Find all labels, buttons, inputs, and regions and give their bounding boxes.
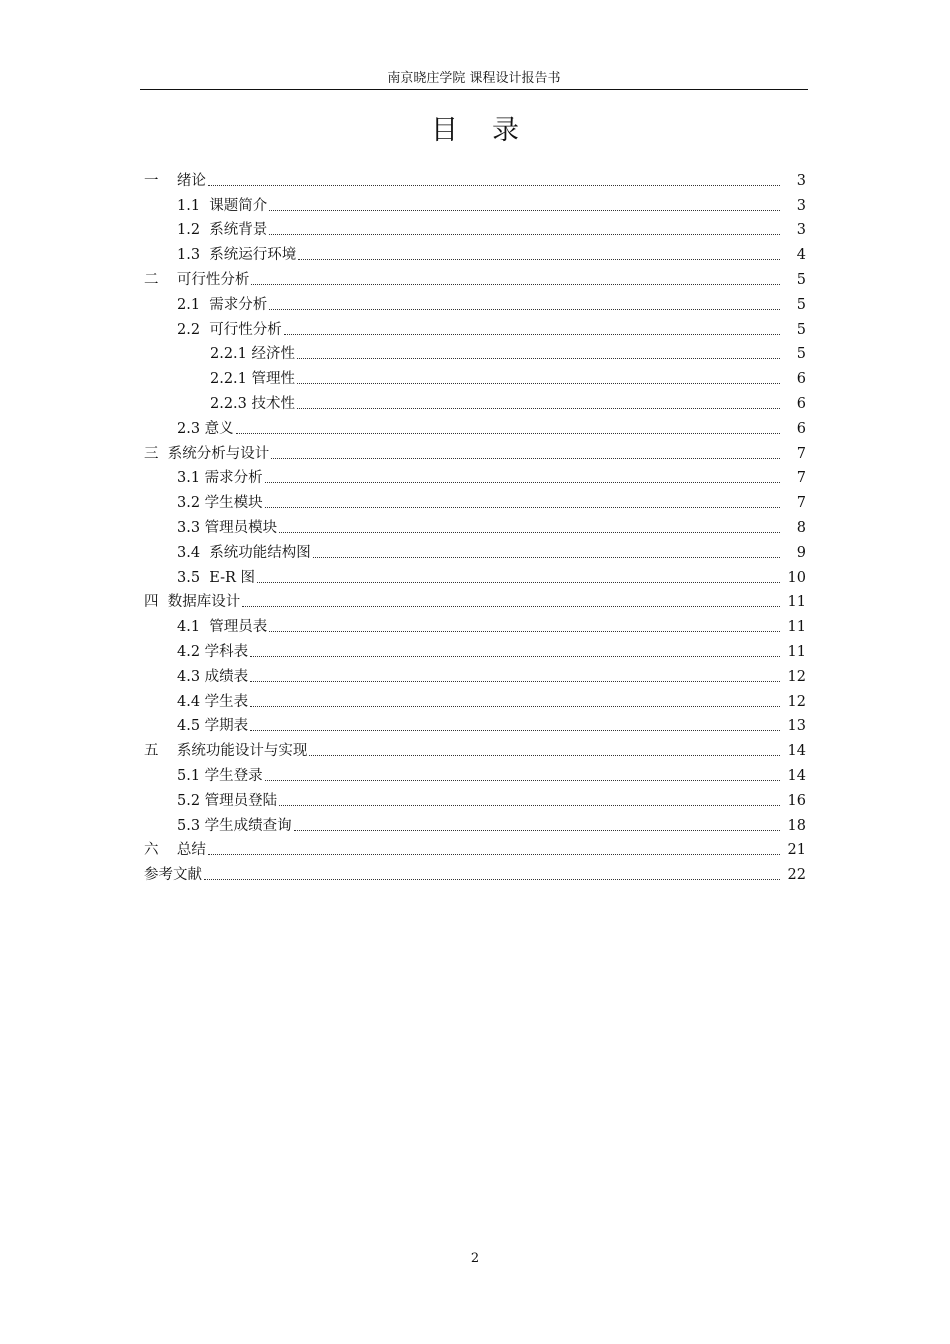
toc-entry[interactable] xyxy=(144,440,806,465)
toc-entry[interactable] xyxy=(144,638,806,663)
toc-dot-leader xyxy=(236,432,780,434)
toc-entry-label: 2.2.1 经济性 xyxy=(210,346,296,363)
toc-entry-page: 12 xyxy=(787,693,806,710)
toc-entry[interactable] xyxy=(144,415,806,440)
toc-entry-page: 11 xyxy=(787,619,806,636)
toc-entry[interactable] xyxy=(144,266,806,291)
toc-dot-leader xyxy=(309,754,780,756)
toc-entry-page: 8 xyxy=(796,519,806,536)
toc-entry-page: 6 xyxy=(796,371,806,388)
toc-entry-label: 2.2 可行性分析 xyxy=(177,321,282,338)
toc-entry-label: 参考文献 xyxy=(144,867,202,884)
toc-entry-page: 3 xyxy=(796,197,806,214)
toc-dot-leader xyxy=(269,209,780,211)
toc-entry-label: 1.3 系统运行环境 xyxy=(177,247,297,264)
toc-dot-leader xyxy=(279,531,780,533)
toc-entry-page: 14 xyxy=(787,743,806,760)
toc-entry[interactable] xyxy=(144,390,806,415)
toc-entry-page: 11 xyxy=(787,643,806,660)
toc-entry-label: 1.1 课题简介 xyxy=(177,197,268,214)
toc-dot-leader xyxy=(250,655,780,657)
header-rule xyxy=(140,89,808,90)
toc-entry-page: 3 xyxy=(796,222,806,239)
toc-entry-page: 4 xyxy=(796,247,806,264)
toc-entry[interactable] xyxy=(144,241,806,266)
toc-dot-leader xyxy=(313,556,780,558)
toc-entry-label: 4.2 学科表 xyxy=(177,643,249,660)
toc-entry-page: 11 xyxy=(787,594,806,611)
toc-dot-leader xyxy=(279,804,780,806)
toc-entry-page: 7 xyxy=(796,495,806,512)
toc-entry[interactable] xyxy=(144,837,806,862)
toc-dot-leader xyxy=(271,457,780,459)
toc-entry-page: 6 xyxy=(796,395,806,412)
toc-dot-leader xyxy=(269,308,780,310)
toc-entry[interactable] xyxy=(144,737,806,762)
toc-dot-leader xyxy=(297,382,780,384)
toc-dot-leader xyxy=(208,853,780,855)
toc-entry-page: 5 xyxy=(796,271,806,288)
toc-dot-leader xyxy=(265,481,780,483)
toc-entry-label: 二 可行性分析 xyxy=(144,271,250,288)
toc-entry[interactable] xyxy=(144,762,806,787)
toc-entry-label: 2.2.3 技术性 xyxy=(210,395,296,412)
running-header: 南京晓庄学院 课程设计报告书 xyxy=(387,71,561,86)
toc-entry[interactable] xyxy=(144,489,806,514)
toc-entry-label: 5.3 学生成绩查询 xyxy=(177,817,292,834)
toc-entry-page: 14 xyxy=(787,767,806,784)
toc-entry[interactable] xyxy=(144,688,806,713)
toc-dot-leader xyxy=(257,581,780,583)
toc-entry-page: 12 xyxy=(787,668,806,685)
toc-dot-leader xyxy=(269,233,780,235)
toc-entry-label: 三 系统分析与设计 xyxy=(144,445,270,462)
toc-entry-page: 21 xyxy=(787,842,806,859)
toc-entry[interactable] xyxy=(144,291,806,316)
toc-entry[interactable] xyxy=(144,564,806,589)
toc-entry-label: 2.1 需求分析 xyxy=(177,296,268,313)
toc-entry[interactable] xyxy=(144,316,806,341)
toc-dot-leader xyxy=(204,878,780,880)
toc-entry-page: 3 xyxy=(796,172,806,189)
toc-dot-leader xyxy=(297,357,780,359)
toc-entry-page: 5 xyxy=(796,346,806,363)
toc-entry-page: 10 xyxy=(787,569,806,586)
toc-entry-page: 7 xyxy=(796,470,806,487)
toc-entry-label: 3.5 E-R 图 xyxy=(177,569,256,586)
toc-entry-label: 4.3 成绩表 xyxy=(177,668,249,685)
toc-entry[interactable] xyxy=(144,613,806,638)
toc-entry-label: 4.1 管理员表 xyxy=(177,619,268,636)
toc-entry[interactable] xyxy=(144,514,806,539)
toc-entry-page: 16 xyxy=(787,792,806,809)
toc-dot-leader xyxy=(284,333,780,335)
toc-entry-label: 5.2 管理员登陆 xyxy=(177,792,278,809)
toc-title: 目录 xyxy=(431,115,553,146)
toc-entry-label: 3.2 学生模块 xyxy=(177,495,263,512)
toc-entry[interactable] xyxy=(144,341,806,366)
toc-entry-label: 一 绪论 xyxy=(144,172,206,189)
toc-entry-label: 5.1 学生登录 xyxy=(177,767,263,784)
toc-entry[interactable] xyxy=(144,539,806,564)
toc-entry[interactable] xyxy=(144,787,806,812)
toc-entry[interactable] xyxy=(144,167,806,192)
toc-dot-leader xyxy=(208,184,780,186)
toc-dot-leader xyxy=(250,729,780,731)
toc-entry-page: 7 xyxy=(796,445,806,462)
toc-dot-leader xyxy=(265,506,780,508)
toc-dot-leader xyxy=(242,605,780,607)
toc-entry-label: 4.5 学期表 xyxy=(177,718,249,735)
toc-dot-leader xyxy=(294,829,780,831)
toc-entry-label: 2.2.1 管理性 xyxy=(210,371,296,388)
toc-entry-label: 1.2 系统背景 xyxy=(177,222,268,239)
toc-entry[interactable] xyxy=(144,861,806,886)
toc-dot-leader xyxy=(298,258,780,260)
toc-entry-page: 18 xyxy=(787,817,806,834)
toc-dot-leader xyxy=(250,705,780,707)
toc-entry-label: 3.1 需求分析 xyxy=(177,470,263,487)
toc-entry-page: 5 xyxy=(796,321,806,338)
toc-entry-page: 13 xyxy=(787,718,806,735)
toc-entry-label: 4.4 学生表 xyxy=(177,693,249,710)
toc-entry[interactable] xyxy=(144,365,806,390)
toc-entry-page: 9 xyxy=(796,544,806,561)
toc-dot-leader xyxy=(250,680,780,682)
toc-entry-label: 六 总结 xyxy=(144,842,206,859)
toc-entry[interactable] xyxy=(144,812,806,837)
toc-entry[interactable] xyxy=(144,663,806,688)
toc-dot-leader xyxy=(297,407,780,409)
toc-entry[interactable] xyxy=(144,465,806,490)
table-of-contents xyxy=(144,167,806,886)
toc-entry-label: 3.3 管理员模块 xyxy=(177,519,278,536)
toc-entry[interactable] xyxy=(144,217,806,242)
page-number: 2 xyxy=(470,1251,480,1266)
toc-dot-leader xyxy=(265,779,780,781)
toc-entry[interactable] xyxy=(144,589,806,614)
toc-entry-label: 五 系统功能设计与实现 xyxy=(144,743,308,760)
toc-entry[interactable] xyxy=(144,192,806,217)
toc-dot-leader xyxy=(269,630,780,632)
toc-dot-leader xyxy=(251,283,780,285)
toc-entry-label: 2.3 意义 xyxy=(177,420,234,437)
toc-entry-page: 22 xyxy=(787,867,806,884)
toc-entry-label: 四 数据库设计 xyxy=(144,594,241,611)
toc-entry[interactable] xyxy=(144,713,806,738)
toc-entry-label: 3.4 系统功能结构图 xyxy=(177,544,311,561)
toc-entry-page: 5 xyxy=(796,296,806,313)
toc-entry-page: 6 xyxy=(796,420,806,437)
